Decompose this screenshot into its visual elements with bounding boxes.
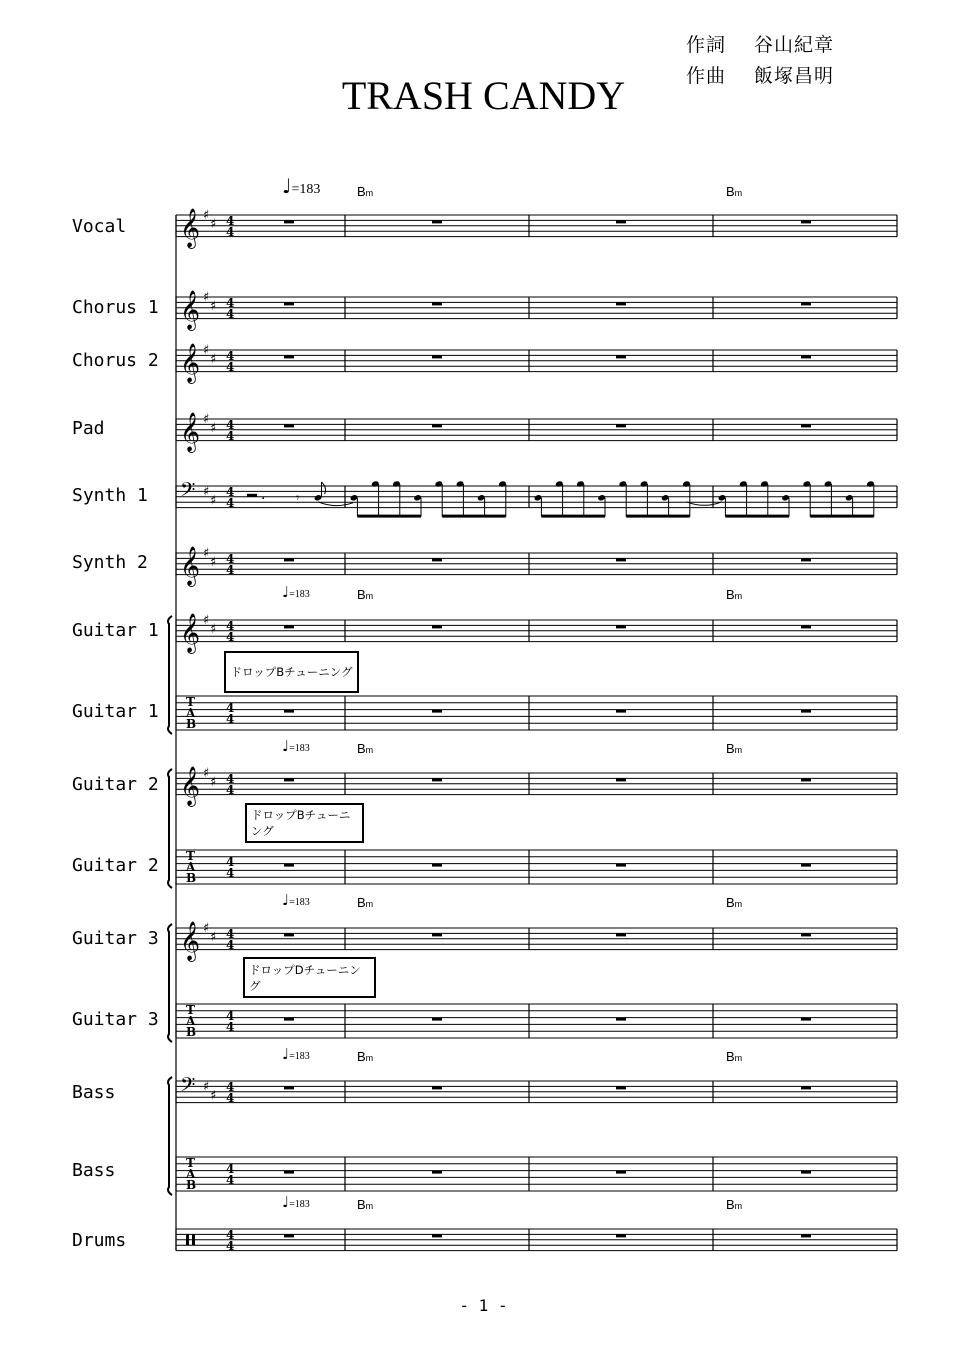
treble-clef-icon: 𝄞 bbox=[180, 290, 201, 330]
instrument-label-chorus2: Chorus 2 bbox=[72, 350, 159, 371]
chord-symbol: Bm bbox=[357, 184, 374, 199]
time-signature-denominator: 4 bbox=[226, 712, 235, 726]
whole-rest bbox=[616, 1234, 626, 1237]
time-signature-numerator: 4 bbox=[226, 855, 235, 869]
whole-rest bbox=[616, 1086, 626, 1089]
guitar3-bracket bbox=[168, 924, 172, 1042]
whole-rest bbox=[801, 933, 811, 936]
sharp-icon: ♯ bbox=[203, 766, 210, 781]
chord-symbol: Bm bbox=[726, 895, 743, 910]
instrument-label-pad: Pad bbox=[72, 418, 105, 439]
tab-clef-letter: T bbox=[186, 1156, 195, 1170]
whole-rest bbox=[432, 864, 442, 867]
whole-rest bbox=[432, 710, 442, 713]
percussion-clef-icon bbox=[192, 1234, 195, 1245]
quarter-note-icon: ♩ bbox=[282, 737, 290, 755]
beam bbox=[725, 515, 789, 518]
tab-clef-letter: A bbox=[186, 1167, 196, 1181]
whole-rest bbox=[432, 778, 442, 781]
instrument-label-synth1: Synth 1 bbox=[72, 485, 148, 506]
whole-rest bbox=[432, 1086, 442, 1089]
sharp-icon: ♯ bbox=[210, 217, 217, 232]
whole-rest bbox=[432, 220, 442, 223]
whole-rest bbox=[801, 424, 811, 427]
tempo-value: =183 bbox=[289, 1199, 310, 1210]
page-number: - 1 - bbox=[459, 1296, 508, 1315]
instrument-label-vocal: Vocal bbox=[72, 216, 127, 237]
quarter-note-icon: ♩ bbox=[282, 1193, 290, 1211]
whole-rest bbox=[801, 864, 811, 867]
beam bbox=[541, 515, 605, 518]
composer-name: 飯塚昌明 bbox=[754, 65, 835, 87]
whole-rest bbox=[284, 220, 294, 223]
time-signature-numerator: 4 bbox=[226, 484, 235, 499]
instrument-label-guitar1: Guitar 1 bbox=[72, 620, 159, 641]
time-signature-denominator: 4 bbox=[226, 866, 235, 880]
time-signature-denominator: 4 bbox=[226, 1173, 235, 1187]
whole-rest bbox=[284, 1234, 294, 1237]
bass-bracket bbox=[168, 1077, 172, 1195]
treble-clef-icon: 𝄞 bbox=[180, 613, 201, 653]
whole-rest bbox=[801, 710, 811, 713]
time-signature-numerator: 4 bbox=[226, 701, 235, 715]
time-signature-denominator: 4 bbox=[226, 1090, 235, 1105]
whole-rest bbox=[801, 302, 811, 305]
dot: . bbox=[261, 486, 266, 503]
time-signature-denominator: 4 bbox=[226, 1020, 235, 1034]
whole-rest bbox=[801, 558, 811, 561]
whole-rest bbox=[284, 1171, 294, 1174]
whole-rest bbox=[432, 558, 442, 561]
treble-clef-icon: 𝄞 bbox=[180, 546, 201, 586]
sharp-icon: ♯ bbox=[203, 613, 210, 628]
instrument-label-guitar3: Guitar 3 bbox=[72, 928, 159, 949]
whole-rest bbox=[284, 864, 294, 867]
whole-rest bbox=[284, 424, 294, 427]
treble-clef-icon: 𝄞 bbox=[180, 343, 201, 383]
lyricist-name: 谷山紀章 bbox=[754, 34, 835, 56]
chord-symbol: Bm bbox=[726, 184, 743, 199]
time-signature-numerator: 4 bbox=[226, 1009, 235, 1023]
instrument-label-bass: Bass bbox=[72, 1082, 116, 1103]
eighth-rest-icon: 𝄾 bbox=[296, 490, 300, 506]
sharp-icon: ♯ bbox=[203, 1079, 210, 1095]
whole-rest bbox=[616, 220, 626, 223]
tempo-value: =183 bbox=[289, 897, 310, 908]
time-signature-denominator: 4 bbox=[226, 224, 235, 239]
tab-clef-letter: B bbox=[186, 1025, 197, 1039]
note-head bbox=[314, 494, 323, 501]
tuning-box-guitar1: ドロップBチューニング bbox=[224, 651, 359, 693]
time-signature-numerator: 4 bbox=[226, 348, 235, 363]
beam bbox=[442, 515, 506, 518]
tab-clef-letter: T bbox=[186, 695, 195, 709]
quarter-note-icon: ♩ bbox=[282, 1045, 290, 1063]
beam bbox=[626, 515, 690, 518]
sharp-icon: ♯ bbox=[210, 493, 217, 509]
guitar2-bracket bbox=[168, 769, 172, 888]
sharp-icon: ♯ bbox=[210, 622, 217, 637]
whole-rest bbox=[432, 933, 442, 936]
whole-rest bbox=[432, 424, 442, 427]
sharp-icon: ♯ bbox=[210, 930, 217, 945]
whole-rest bbox=[616, 778, 626, 781]
note-flag bbox=[322, 482, 326, 494]
sharp-icon: ♯ bbox=[210, 555, 217, 570]
instrument-label-bass-tab: Bass bbox=[72, 1160, 116, 1181]
time-signature-numerator: 4 bbox=[226, 1227, 235, 1242]
tab-clef-letter: A bbox=[186, 1014, 196, 1028]
whole-rest bbox=[616, 933, 626, 936]
time-signature-numerator: 4 bbox=[226, 618, 235, 633]
whole-rest bbox=[616, 302, 626, 305]
beam bbox=[357, 515, 421, 518]
whole-rest bbox=[801, 625, 811, 628]
time-signature-numerator: 4 bbox=[226, 926, 235, 941]
whole-rest bbox=[801, 778, 811, 781]
instrument-label-guitar3-tab: Guitar 3 bbox=[72, 1009, 159, 1030]
whole-rest bbox=[284, 710, 294, 713]
time-signature-denominator: 4 bbox=[226, 629, 235, 644]
sharp-icon: ♯ bbox=[203, 546, 210, 561]
half-rest bbox=[247, 494, 257, 497]
chord-symbol: Bm bbox=[357, 1049, 374, 1064]
whole-rest bbox=[432, 302, 442, 305]
time-signature-denominator: 4 bbox=[226, 1238, 235, 1253]
whole-rest bbox=[616, 625, 626, 628]
sharp-icon: ♯ bbox=[203, 484, 210, 500]
time-signature-numerator: 4 bbox=[226, 771, 235, 786]
chord-symbol: Bm bbox=[726, 741, 743, 756]
instrument-label-chorus1: Chorus 1 bbox=[72, 297, 159, 318]
whole-rest bbox=[616, 710, 626, 713]
guitar1-bracket bbox=[168, 616, 172, 734]
sharp-icon: ♯ bbox=[210, 421, 217, 436]
sharp-icon: ♯ bbox=[210, 775, 217, 790]
quarter-note-icon: ♩ bbox=[282, 174, 292, 198]
sharp-icon: ♯ bbox=[210, 1088, 217, 1104]
tempo-value: =183 bbox=[291, 182, 321, 197]
whole-rest bbox=[432, 1234, 442, 1237]
whole-rest bbox=[432, 1018, 442, 1021]
whole-rest bbox=[801, 355, 811, 358]
instrument-label-synth2: Synth 2 bbox=[72, 552, 148, 573]
tempo-value: =183 bbox=[289, 1051, 310, 1062]
instrument-label-guitar1-tab: Guitar 1 bbox=[72, 701, 159, 722]
whole-rest bbox=[616, 864, 626, 867]
tuning-box-guitar2: ドロップBチューニング bbox=[245, 803, 364, 843]
treble-clef-icon: 𝄞 bbox=[180, 921, 201, 961]
tempo-value: =183 bbox=[289, 589, 310, 600]
whole-rest bbox=[432, 355, 442, 358]
instrument-label-guitar2: Guitar 2 bbox=[72, 774, 159, 795]
time-signature-numerator: 4 bbox=[226, 1162, 235, 1176]
sharp-icon: ♯ bbox=[203, 412, 210, 427]
sharp-icon: ♯ bbox=[203, 343, 210, 358]
tempo-value: =183 bbox=[289, 743, 310, 754]
treble-clef-icon: 𝄞 bbox=[180, 412, 201, 452]
time-signature-numerator: 4 bbox=[226, 295, 235, 310]
whole-rest bbox=[801, 220, 811, 223]
sharp-icon: ♯ bbox=[203, 208, 210, 223]
whole-rest bbox=[284, 1018, 294, 1021]
time-signature-denominator: 4 bbox=[226, 562, 235, 577]
treble-clef-icon: 𝄞 bbox=[180, 766, 201, 806]
time-signature-numerator: 4 bbox=[226, 1079, 235, 1094]
sharp-icon: ♯ bbox=[203, 921, 210, 936]
whole-rest bbox=[284, 778, 294, 781]
whole-rest bbox=[801, 1086, 811, 1089]
lyricist-label: 作詞 bbox=[686, 34, 727, 56]
tab-clef-letter: A bbox=[186, 706, 196, 720]
chord-symbol: Bm bbox=[357, 895, 374, 910]
bass-clef-icon: 𝄢 bbox=[180, 478, 196, 506]
instrument-label-guitar2-tab: Guitar 2 bbox=[72, 855, 159, 876]
chord-symbol: Bm bbox=[357, 1197, 374, 1212]
tab-clef-letter: A bbox=[186, 860, 196, 874]
whole-rest bbox=[284, 558, 294, 561]
time-signature-denominator: 4 bbox=[226, 359, 235, 374]
tab-clef-letter: B bbox=[186, 1178, 197, 1192]
time-signature-denominator: 4 bbox=[226, 937, 235, 952]
score-title: TRASH CANDY bbox=[341, 73, 626, 118]
time-signature-numerator: 4 bbox=[226, 417, 235, 432]
time-signature-denominator: 4 bbox=[226, 428, 235, 443]
whole-rest bbox=[616, 355, 626, 358]
whole-rest bbox=[432, 1171, 442, 1174]
chord-symbol: Bm bbox=[726, 587, 743, 602]
whole-rest bbox=[284, 625, 294, 628]
tab-clef-letter: B bbox=[186, 871, 197, 885]
whole-rest bbox=[616, 1018, 626, 1021]
chord-symbol: Bm bbox=[357, 587, 374, 602]
tab-clef-letter: B bbox=[186, 717, 197, 731]
whole-rest bbox=[284, 302, 294, 305]
composer-label: 作曲 bbox=[686, 65, 727, 87]
chord-symbol: Bm bbox=[726, 1197, 743, 1212]
whole-rest bbox=[432, 625, 442, 628]
percussion-clef-icon bbox=[186, 1234, 189, 1245]
whole-rest bbox=[616, 424, 626, 427]
whole-rest bbox=[801, 1018, 811, 1021]
sharp-icon: ♯ bbox=[203, 290, 210, 305]
treble-clef-icon: 𝄞 bbox=[180, 208, 201, 248]
sharp-icon: ♯ bbox=[210, 299, 217, 314]
chord-symbol: Bm bbox=[726, 1049, 743, 1064]
time-signature-denominator: 4 bbox=[226, 782, 235, 797]
bass-clef-icon: 𝄢 bbox=[180, 1073, 196, 1101]
tab-clef-letter: T bbox=[186, 849, 195, 863]
whole-rest bbox=[616, 558, 626, 561]
whole-rest bbox=[284, 933, 294, 936]
time-signature-denominator: 4 bbox=[226, 306, 235, 321]
time-signature-numerator: 4 bbox=[226, 551, 235, 566]
time-signature-numerator: 4 bbox=[226, 213, 235, 228]
whole-rest bbox=[801, 1234, 811, 1237]
quarter-note-icon: ♩ bbox=[282, 583, 290, 601]
whole-rest bbox=[284, 1086, 294, 1089]
sharp-icon: ♯ bbox=[210, 352, 217, 367]
time-signature-denominator: 4 bbox=[226, 495, 235, 510]
whole-rest bbox=[801, 1171, 811, 1174]
chord-symbol: Bm bbox=[357, 741, 374, 756]
tuning-box-guitar3: ドロップDチューニング bbox=[243, 957, 376, 998]
beam bbox=[810, 515, 874, 518]
quarter-note-icon: ♩ bbox=[282, 891, 290, 909]
instrument-label-drums: Drums bbox=[72, 1230, 127, 1251]
whole-rest bbox=[284, 355, 294, 358]
tab-clef-letter: T bbox=[186, 1003, 195, 1017]
whole-rest bbox=[616, 1171, 626, 1174]
